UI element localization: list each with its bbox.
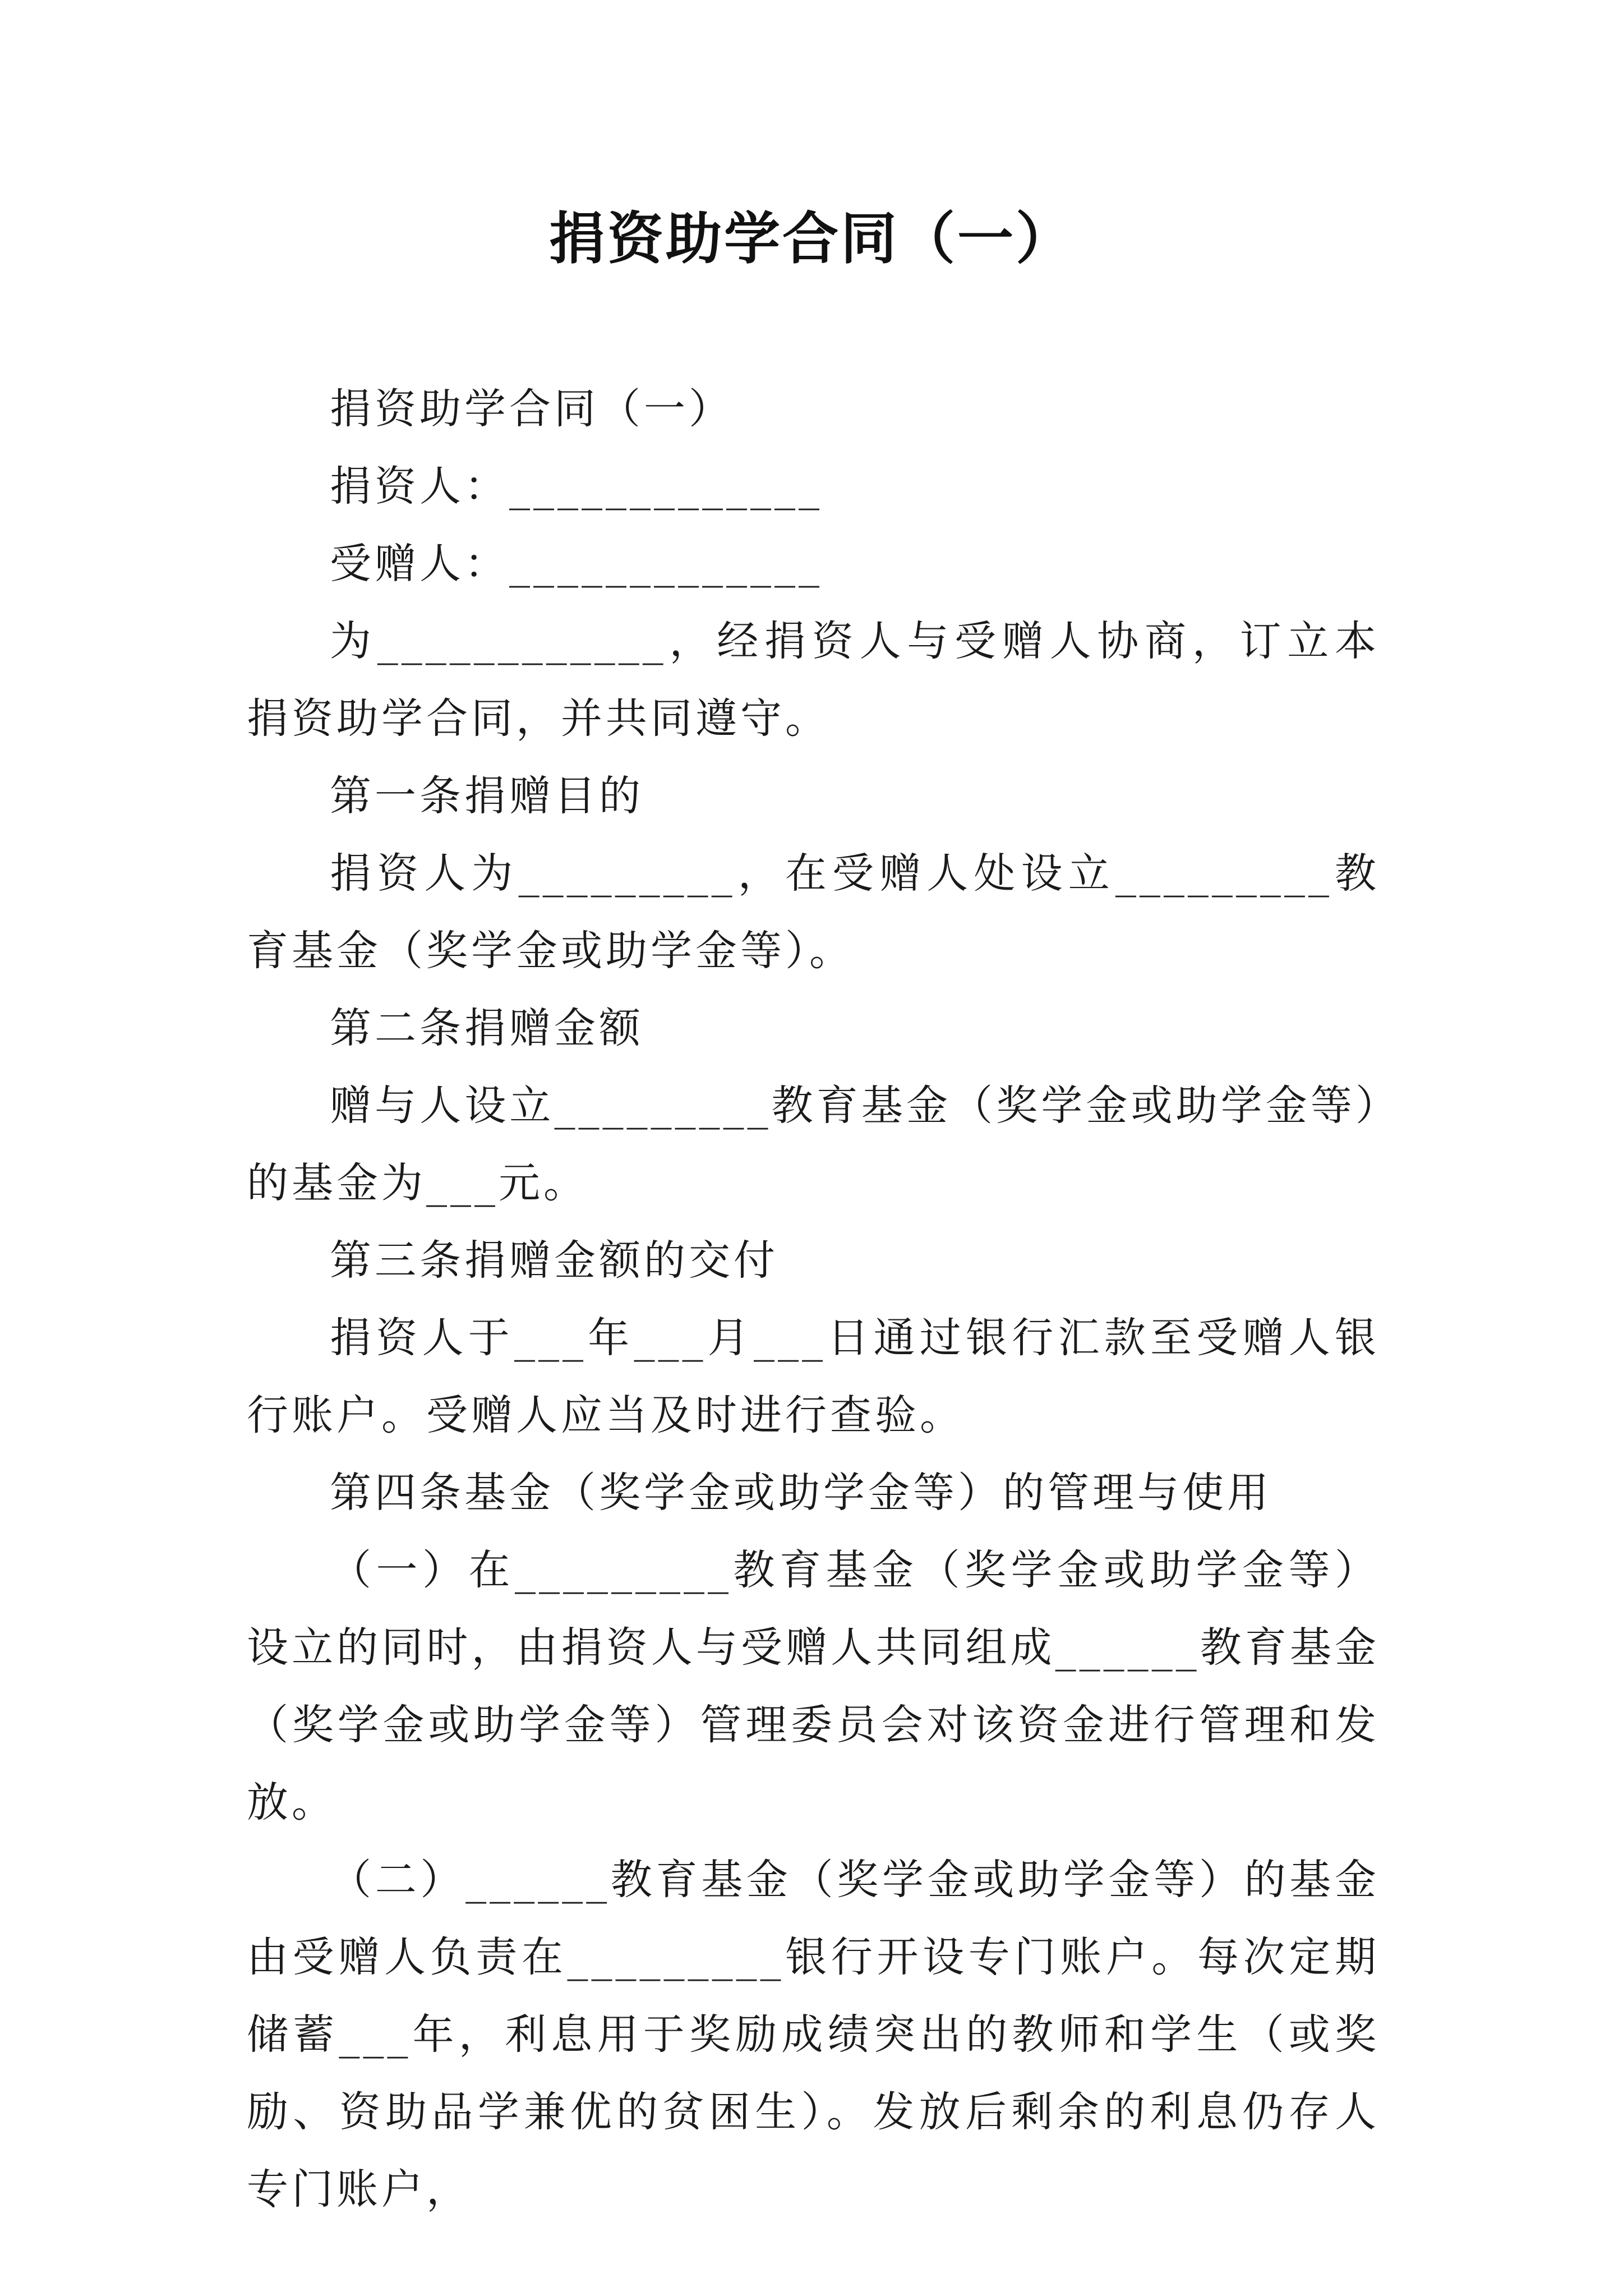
article-1-body: 捐资人为_________，在受赠人处设立_________教育基金（奖学金或助学金等）。: [247, 849, 1380, 975]
article-2-body: 赠与人设立_________教育基金（奖学金或助学金等）的基金为___元。: [247, 1082, 1380, 1207]
article-3-heading: 第三条捐赠金额的交付: [330, 1236, 778, 1285]
paragraph-preamble: 为____________，经捐资人与受赠人协商，订立本捐资助学合同，并共同遵守。: [247, 617, 1380, 743]
paragraph-donor: 捐资人：_____________: [330, 462, 823, 510]
article-3-body: 捐资人于___年___月___日通过银行汇款至受赠人银行账户。受赠人应当及时进行查验。: [247, 1314, 1380, 1439]
paragraph-heading-repeat: 捐资助学合同（一）: [330, 385, 734, 433]
article-2-heading: 第二条捐赠金额: [330, 1004, 644, 1052]
article-4-clause-1: （一）在_________教育基金（奖学金或助学金等）设立的同时，由捐资人与受赠人共同组成______教育基金（奖学金或助学金等）管理委员会对该资金进行管理和发放。: [247, 1546, 1380, 1826]
document-title: 捐资助学合同（一）: [549, 205, 1074, 272]
article-4-clause-2: （二）______教育基金（奖学金或助学金等）的基金由受赠人负责在_________银行开设专门账户。每次定期储蓄___年，利息用于奖励成绩突出的教师和学生（或奖励、资助品学兼优的贫困生）。发放后剩余的利息仍存人专门账户，: [247, 1856, 1380, 2214]
article-1-heading: 第一条捐赠目的: [330, 772, 644, 820]
document-body: [247, 370, 1380, 2228]
paragraph-recipient: 受赠人：_____________: [330, 540, 823, 588]
article-4-heading: 第四条基金（奖学金或助学金等）的管理与使用: [330, 1469, 1272, 1517]
